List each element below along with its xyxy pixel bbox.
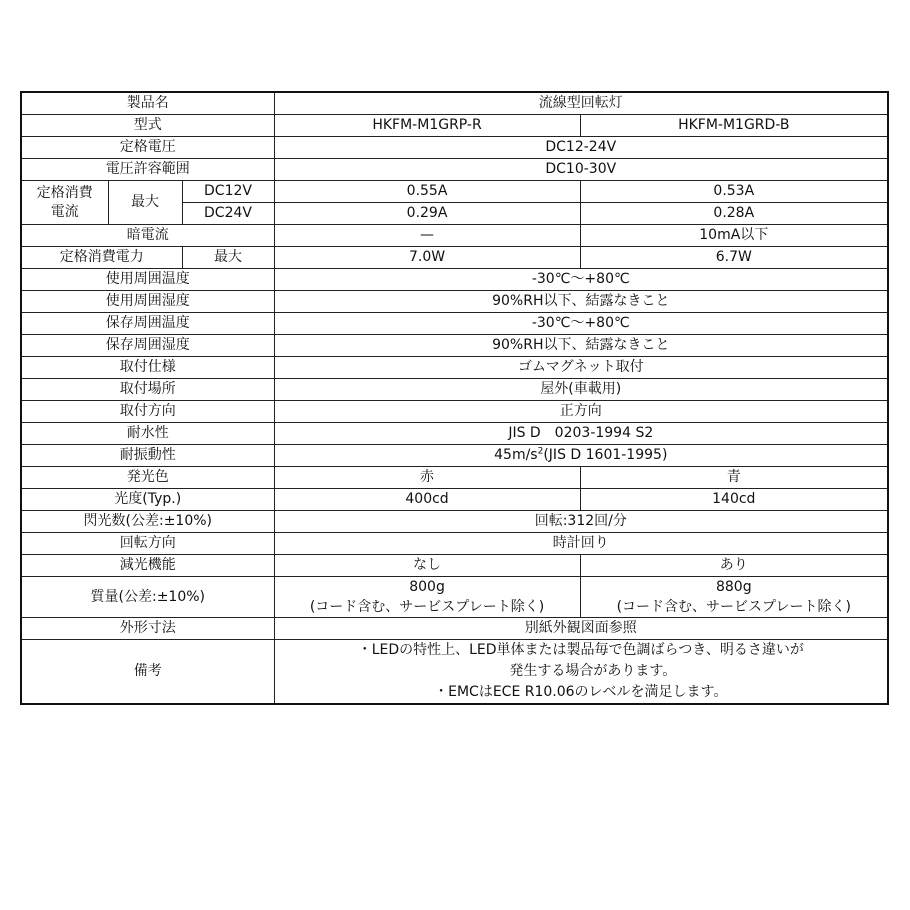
- value-rated-voltage: DC12-24V: [274, 137, 888, 159]
- value-water-resistance: JIS D 0203-1994 S2: [274, 423, 888, 445]
- row-storage-temp: [21, 313, 888, 335]
- value-product-name: 流線型回転灯: [274, 92, 888, 115]
- value-rotation-direction: 時計回り: [274, 533, 888, 555]
- label-storage-temp: 保存周囲温度: [21, 313, 274, 335]
- row-notes: [21, 640, 888, 705]
- value-weight-b: [580, 577, 888, 618]
- label-rated-current-line2: 電流: [50, 203, 79, 220]
- label-dc24v: DC24V: [182, 203, 274, 225]
- value-luminous-intensity-b: 140cd: [580, 489, 888, 511]
- value-rated-power-r: 7.0W: [274, 247, 580, 269]
- row-operating-temp: [21, 269, 888, 291]
- label-vibration-resistance: 耐振動性: [21, 445, 274, 467]
- value-current-dc12-r: 0.55A: [274, 181, 580, 203]
- value-current-dc24-r: 0.29A: [274, 203, 580, 225]
- vibration-exponent: 2: [537, 446, 544, 457]
- value-dimming-r: なし: [274, 555, 580, 577]
- row-rated-current-dc12: [21, 181, 888, 203]
- value-weight-b-note: (コード含む、サービスプレート除く): [616, 599, 851, 615]
- row-emission-color: [21, 467, 888, 489]
- label-emission-color: 発光色: [21, 467, 274, 489]
- label-dc12v: DC12V: [182, 181, 274, 203]
- row-weight: [21, 577, 888, 618]
- value-voltage-range: DC10-30V: [274, 159, 888, 181]
- value-flash-count: 回転:312回/分: [274, 511, 888, 533]
- row-water-resistance: [21, 423, 888, 445]
- label-luminous-intensity: 光度(Typ.): [21, 489, 274, 511]
- value-mounting-spec: ゴムマグネット取付: [274, 357, 888, 379]
- label-product-name: 製品名: [21, 92, 274, 115]
- value-model-r: HKFM-M1GRP-R: [274, 115, 580, 137]
- row-dimensions: [21, 618, 888, 640]
- row-dark-current: [21, 225, 888, 247]
- row-operating-humidity: [21, 291, 888, 313]
- row-rated-voltage: [21, 137, 888, 159]
- note-line-2: ・EMCはECE R10.06のレベルを満足します。: [434, 684, 728, 700]
- vibration-main: 45m/s: [494, 447, 538, 463]
- row-rotation-direction: [21, 533, 888, 555]
- label-rated-current: [21, 181, 108, 225]
- value-current-dc12-b: 0.53A: [580, 181, 888, 203]
- label-mounting-direction: 取付方向: [21, 401, 274, 423]
- value-mounting-place: 屋外(車載用): [274, 379, 888, 401]
- row-voltage-range: [21, 159, 888, 181]
- value-storage-humidity: 90%RH以下、結露なきこと: [274, 335, 888, 357]
- row-flash-count: [21, 511, 888, 533]
- value-weight-b-amount: 880g: [715, 579, 752, 595]
- value-weight-r-note: (コード含む、サービスプレート除く): [309, 599, 545, 615]
- label-rated-power: 定格消費電力: [21, 247, 182, 269]
- row-product-name: [21, 92, 888, 115]
- row-model: [21, 115, 888, 137]
- label-rated-current-max: 最大: [108, 181, 182, 225]
- label-voltage-range: 電圧許容範囲: [21, 159, 274, 181]
- value-rated-power-b: 6.7W: [580, 247, 888, 269]
- value-notes: [274, 640, 888, 705]
- row-mounting-direction: [21, 401, 888, 423]
- value-mounting-direction: 正方向: [274, 401, 888, 423]
- label-rated-power-max: 最大: [182, 247, 274, 269]
- row-mounting-place: [21, 379, 888, 401]
- value-model-b: HKFM-M1GRD-B: [580, 115, 888, 137]
- label-rotation-direction: 回転方向: [21, 533, 274, 555]
- spec-table: [20, 91, 889, 705]
- row-luminous-intensity: [21, 489, 888, 511]
- value-emission-color-b: 青: [580, 467, 888, 489]
- label-dark-current: 暗電流: [21, 225, 274, 247]
- value-dark-current-b: 10mA以下: [580, 225, 888, 247]
- label-dimensions: 外形寸法: [21, 618, 274, 640]
- label-dimming: 減光機能: [21, 555, 274, 577]
- value-operating-humidity: 90%RH以下、結露なきこと: [274, 291, 888, 313]
- row-storage-humidity: [21, 335, 888, 357]
- value-vibration-resistance: [274, 445, 888, 467]
- label-notes: 備考: [21, 640, 274, 705]
- spec-sheet: [20, 91, 887, 705]
- label-operating-humidity: 使用周囲湿度: [21, 291, 274, 313]
- label-operating-temp: 使用周囲温度: [21, 269, 274, 291]
- value-emission-color-r: 赤: [274, 467, 580, 489]
- vibration-standard: (JIS D 1601-1995): [543, 447, 668, 463]
- value-luminous-intensity-r: 400cd: [274, 489, 580, 511]
- note-line-1: ・LEDの特性上、LED単体または製品毎で色調ばらつき、明るさ違いが: [357, 642, 804, 658]
- value-weight-r: [274, 577, 580, 618]
- value-current-dc24-b: 0.28A: [580, 203, 888, 225]
- row-rated-power: [21, 247, 888, 269]
- value-dark-current-r: —: [274, 225, 580, 247]
- label-mounting-place: 取付場所: [21, 379, 274, 401]
- row-vibration-resistance: [21, 445, 888, 467]
- row-dimming: [21, 555, 888, 577]
- label-rated-current-line1: 定格消費: [36, 184, 93, 201]
- value-operating-temp: -30℃～+80℃: [274, 269, 888, 291]
- value-weight-r-amount: 800g: [409, 579, 445, 595]
- label-flash-count: 閃光数(公差:±10%): [21, 511, 274, 533]
- value-dimming-b: あり: [580, 555, 888, 577]
- label-mounting-spec: 取付仕様: [21, 357, 274, 379]
- label-storage-humidity: 保存周囲湿度: [21, 335, 274, 357]
- label-water-resistance: 耐水性: [21, 423, 274, 445]
- label-rated-voltage: 定格電圧: [21, 137, 274, 159]
- value-dimensions: 別紙外観図面参照: [274, 618, 888, 640]
- row-mounting-spec: [21, 357, 888, 379]
- note-line-1-cont: 発生する場合があります。: [509, 663, 677, 679]
- value-storage-temp: -30℃～+80℃: [274, 313, 888, 335]
- label-weight: 質量(公差:±10%): [21, 577, 274, 618]
- label-model: 型式: [21, 115, 274, 137]
